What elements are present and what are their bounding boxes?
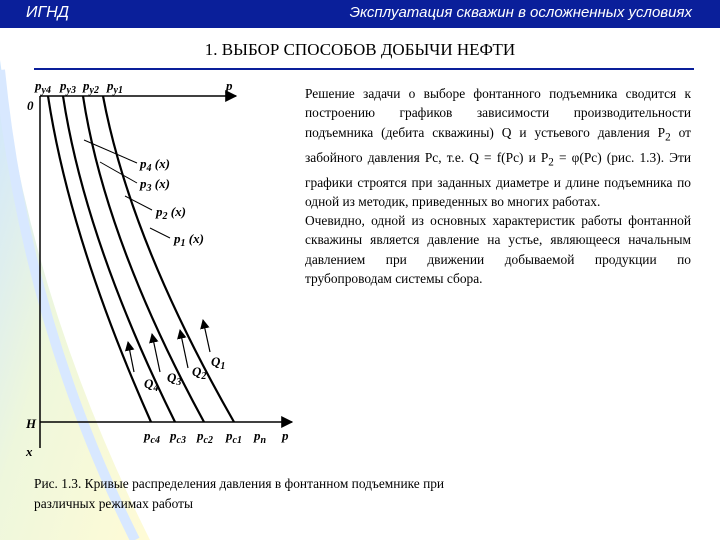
top-label-py1: $p_{y1}$ xyxy=(107,78,123,96)
bottom-label-pc2: $p_{c2}$ xyxy=(197,428,213,446)
leader-line-p3 xyxy=(100,162,137,183)
figure-caption xyxy=(34,474,594,514)
curve-label-p1: $p_1$ (x) xyxy=(174,231,204,249)
top-label-py4: $p_{y4}$ xyxy=(35,78,51,96)
leader-line-p4 xyxy=(84,140,137,163)
organization-label: ИГНД xyxy=(26,4,69,21)
flow-label-q3: $Q_3$ xyxy=(167,370,182,388)
bottom-label-pc3: $p_{c3}$ xyxy=(170,428,186,446)
top-axis-label: p xyxy=(226,78,233,93)
course-title: Эксплуатация скважин в осложненных условиях xyxy=(349,4,692,21)
origin-label: 0 xyxy=(27,98,34,113)
pressure-curve-3 xyxy=(63,96,175,422)
curve-label-p4: $p_4$ (x) xyxy=(140,156,170,174)
pressure-curve-2 xyxy=(83,96,207,422)
leader-line-p2 xyxy=(125,196,152,210)
caption-line-1: Рис. 1.3. Кривые распределения давления в фонтанном подъемнике при xyxy=(34,476,445,491)
paragraph-2: Очевидно, одной из основных характеристик работы фонтанной скважины является давление на устье, являющееся начальным давлением при движении добываемой продукции по трубопроводам системы сбора. xyxy=(305,213,691,287)
flow-arrow-q1 xyxy=(203,320,210,352)
paragraph-1: Решение задачи о выборе фонтанного подъемника сводится к построению графиков зависимости производительности подъемника (дебита скважины) Q и устьевого давления $Р_2$ от забойного давления Рс, т.е. Q = f(Рс) и $Р_2 = \varphi(Рс)$ (рис. 1.3). Эти графики строятся при заданных диаметре и длине подъемника по одной из методик, приведенных во многих работах. xyxy=(305,86,692,209)
top-label-py2: $p_{y2}$ xyxy=(83,78,99,96)
bottom-label-pc1: $p_{c1}$ xyxy=(226,428,242,446)
flow-label-q4: $Q_4$ xyxy=(144,376,159,394)
depth-axis-label-x: x xyxy=(26,444,33,459)
caption-line-2: различных режимах работы xyxy=(34,496,193,511)
curve-label-p3: $p_3$ (x) xyxy=(140,176,170,194)
pressure-curve-4 xyxy=(48,96,151,422)
bottom-axis-label: p xyxy=(282,428,289,443)
bottom-label-pn: $p_п$ xyxy=(254,428,267,446)
leader-line-p1 xyxy=(150,228,170,238)
flow-label-q1: $Q_1$ xyxy=(211,354,226,372)
slide-title: 1. ВЫБОР СПОСОБОВ ДОБЫЧИ НЕФТИ xyxy=(204,40,516,59)
curve-label-p2: $p_2$ (x) xyxy=(156,204,186,222)
flow-label-q2: $Q_2$ xyxy=(192,364,207,382)
flow-arrow-q3 xyxy=(152,334,160,372)
depth-axis-label-h: H xyxy=(26,416,37,431)
bottom-label-pc4: $p_{c4}$ xyxy=(144,428,160,446)
body-text xyxy=(305,84,691,288)
top-label-py3: $p_{y3}$ xyxy=(60,78,76,96)
